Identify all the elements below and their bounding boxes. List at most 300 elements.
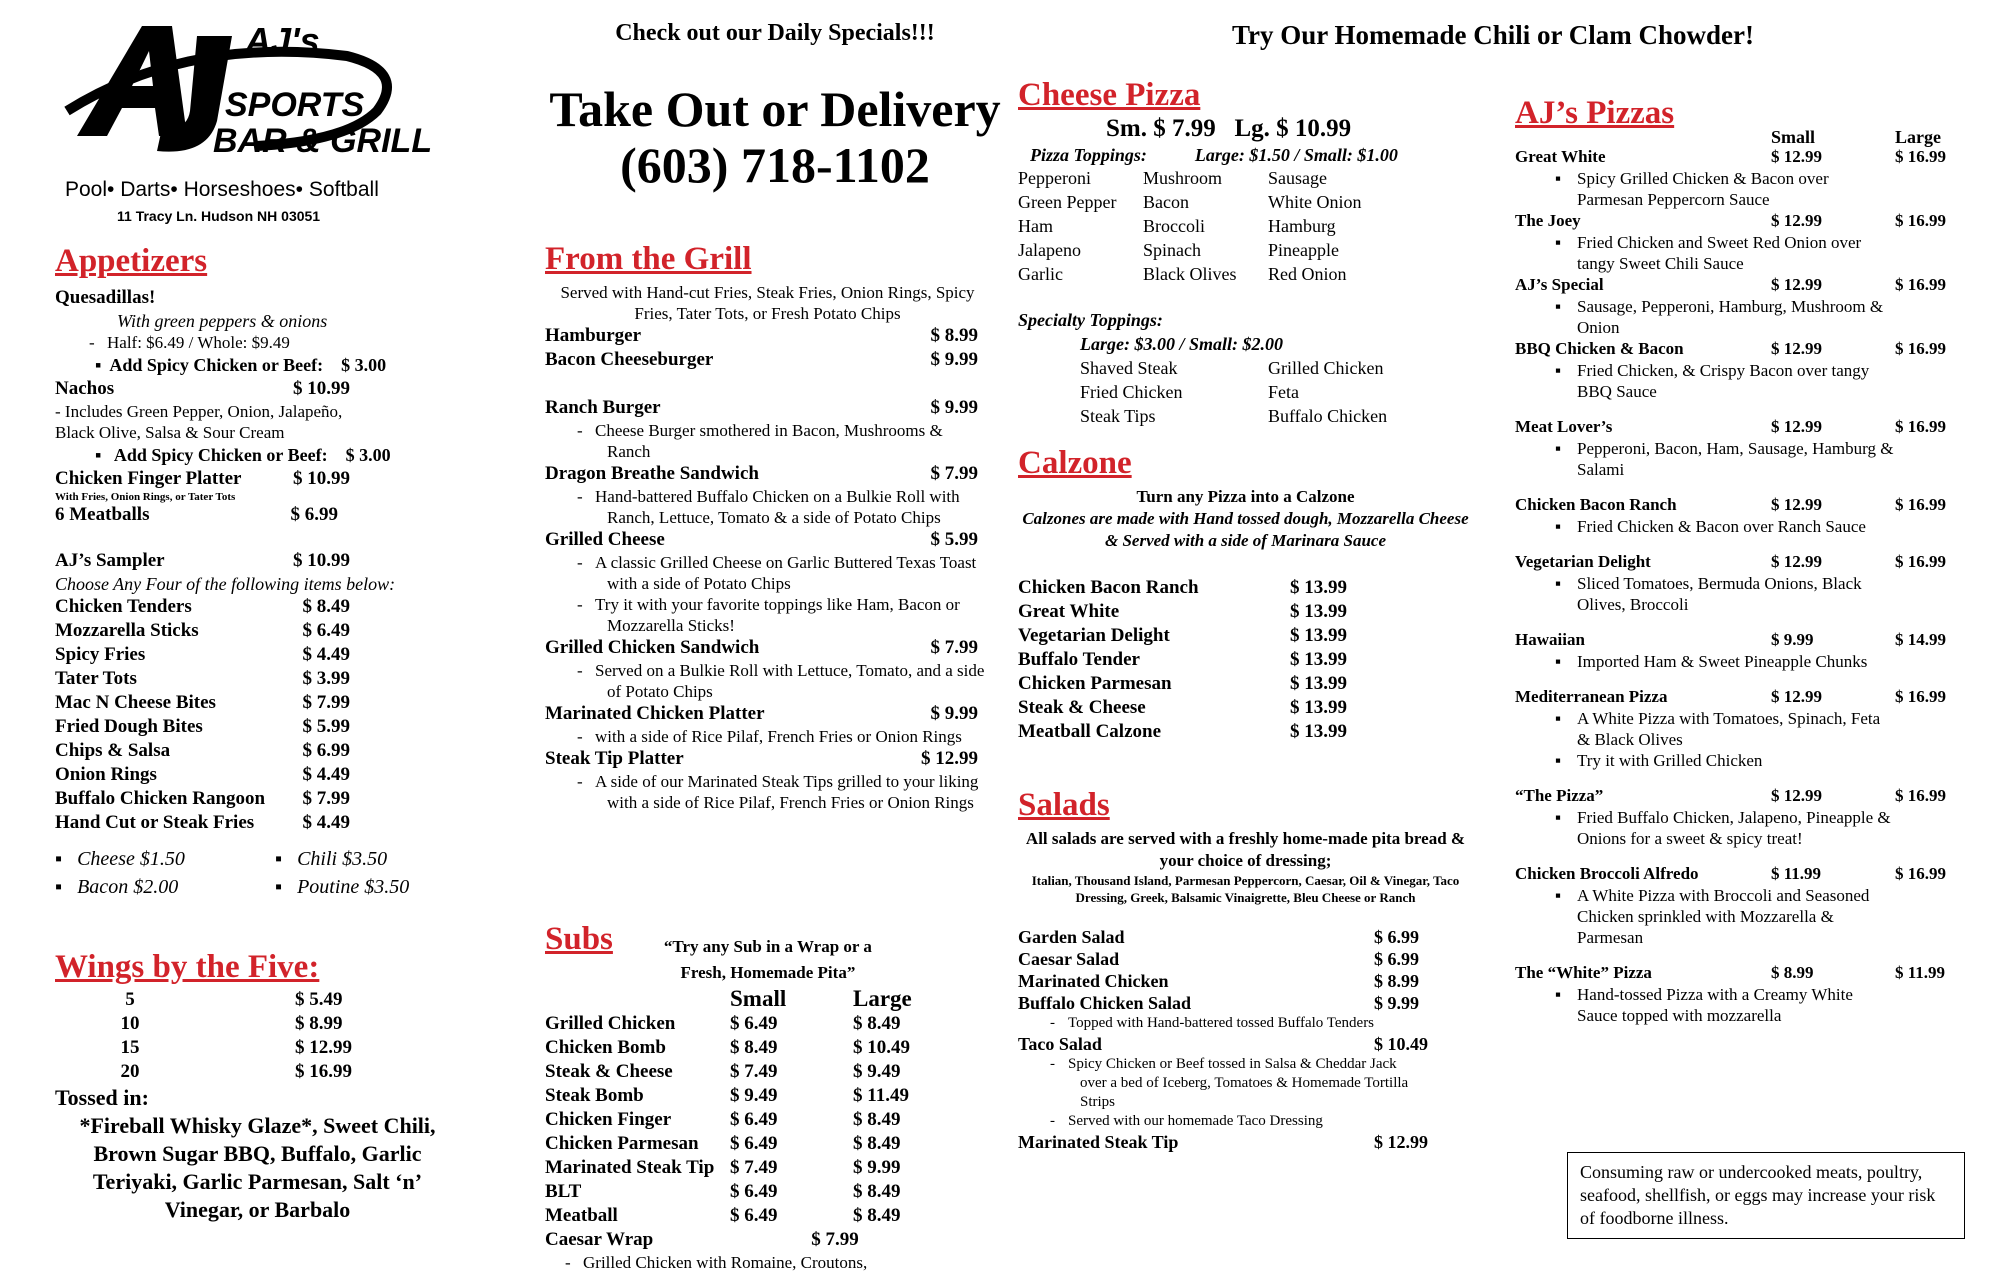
extra-item: ▪ Chili $3.50	[275, 848, 388, 870]
grill-item-price: $ 8.99	[930, 325, 978, 346]
grill-item-desc: - A classic Grilled Cheese on Garlic Buttered Texas Toast with a side of Potato Chips	[545, 552, 990, 594]
sampler-item-name: Chicken Tenders	[55, 596, 192, 617]
cheese-pizza-sizes: Sm. $ 7.99 Lg. $ 10.99	[1106, 115, 1352, 142]
grill-item-desc: - Hand-battered Buffalo Chicken on a Bulkie Roll with Ranch, Lettuce, Tomato & a side of Potato Chips	[545, 486, 990, 528]
subs-note: “Try any Sub in a Wrap or a Fresh, Homemade Pita”	[663, 937, 872, 982]
calzone-name: Meatball Calzone	[1018, 721, 1162, 742]
wings-section	[55, 948, 460, 1224]
logo-initials: AJ's	[245, 20, 320, 61]
aj-pizza-large: $ 16.99	[1895, 864, 1946, 883]
add-chicken-row-2: ▪ Add Spicy Chicken or Beef: $ 3.00	[95, 445, 391, 465]
grill-item-name: Dragon Breathe Sandwich	[545, 463, 759, 484]
calzone-line-1: Turn any Pizza into a Calzone	[1136, 487, 1355, 506]
sampler-item	[55, 715, 450, 739]
sampler-items	[55, 595, 450, 835]
sampler-item-name: Mac N Cheese Bites	[55, 692, 216, 713]
topping-item: Ham	[1018, 216, 1053, 236]
sub-large: $ 8.49	[853, 1109, 901, 1130]
calzone-item	[1018, 720, 1473, 744]
grill-item-price: $ 7.99	[930, 637, 978, 658]
aj-pizza-desc: ▪ Spicy Grilled Chicken & Bacon over Parmesan Peppercorn Sauce	[1515, 168, 1897, 210]
sub-item	[545, 1084, 990, 1108]
grill-item-price: $ 5.99	[930, 529, 978, 550]
aj-pizza-item	[1515, 146, 1960, 168]
topping-item: Bacon	[1143, 192, 1189, 212]
logo-tagline: Pool• Darts• Horseshoes• Softball	[65, 178, 379, 201]
sub-small: $ 7.49	[730, 1157, 778, 1178]
aj-pizza-item	[1515, 629, 1960, 651]
wing-price: $ 16.99	[295, 1061, 352, 1082]
grill-item	[545, 528, 990, 552]
cheese-pizza-section	[1018, 76, 1473, 428]
sampler-item-price: $ 4.49	[302, 644, 350, 665]
aj-pizza-small: $ 9.99	[1771, 630, 1814, 649]
sub-item	[545, 1180, 990, 1204]
calzone-items	[1018, 576, 1473, 744]
topping-item: Black Olives	[1143, 264, 1237, 284]
grill-item-desc: - Try it with your favorite toppings like Ham, Bacon or Mozzarella Sticks!	[545, 594, 990, 636]
sampler-item-price: $ 3.99	[302, 668, 350, 689]
nachos-desc: - Includes Green Pepper, Onion, Jalapeño, Black Olive, Salsa & Sour Cream	[55, 402, 343, 442]
salad-item	[1018, 992, 1473, 1014]
aj-pizza-name: The Joey	[1515, 211, 1581, 230]
aj-pizza-desc: ▪ Hand-tossed Pizza with a Creamy White Sauce topped with mozzarella	[1515, 984, 1897, 1026]
topping-item: White Onion	[1268, 192, 1362, 212]
aj-pizza-large: $ 14.99	[1895, 630, 1946, 649]
sub-large: $ 10.49	[853, 1037, 910, 1058]
grill-item-price: $ 7.99	[930, 463, 978, 484]
sub-small: $ 9.49	[730, 1085, 778, 1106]
chili-banner: Try Our Homemade Chili or Clam Chowder!	[1232, 20, 1754, 50]
subs-title: Subs	[545, 921, 613, 957]
spacer	[1515, 672, 1960, 686]
aj-pizza-name: BBQ Chicken & Bacon	[1515, 339, 1684, 358]
salad-name: Buffalo Chicken Salad	[1018, 993, 1192, 1013]
quesadillas-desc: With green peppers & onions	[117, 311, 328, 331]
spacer	[1515, 480, 1960, 494]
logo-line-1: SPORTS	[225, 86, 365, 124]
topping-item: Green Pepper	[1018, 192, 1117, 212]
sampler-item-name: Spicy Fries	[55, 644, 146, 665]
specialty-grid	[1018, 356, 1473, 428]
wing-row	[55, 988, 460, 1012]
sub-large: $ 9.99	[853, 1157, 901, 1178]
salad-name: Marinated Chicken	[1018, 971, 1169, 991]
calzone-item	[1018, 624, 1473, 648]
salad-price: $ 12.99	[1374, 1132, 1428, 1152]
aj-pizza-small: $ 11.99	[1771, 864, 1822, 883]
appetizers-section	[55, 242, 450, 901]
sampler-item-name: Chips & Salsa	[55, 740, 171, 761]
toppings-grid	[1018, 166, 1473, 286]
sampler-item-price: $ 4.49	[302, 812, 350, 833]
sub-items	[545, 1012, 990, 1228]
salad-desc: - Served with our homemade Taco Dressing	[1018, 1112, 1420, 1131]
salad-price: $ 9.99	[1374, 993, 1419, 1013]
subs-size-header: Small Large	[730, 986, 912, 1011]
aj-pizza-large: $ 16.99	[1895, 552, 1946, 571]
sub-large: $ 8.49	[853, 1205, 901, 1226]
topping-row	[1018, 238, 1473, 262]
sub-name: Steak Bomb	[545, 1085, 644, 1106]
grill-item	[545, 747, 990, 771]
aj-pizza-small: $ 12.99	[1771, 211, 1822, 230]
topping-item: Broccoli	[1143, 216, 1205, 236]
salad-item	[1018, 926, 1473, 948]
aj-pizza-name: Meat Lover’s	[1515, 417, 1613, 436]
meatballs-row: 6 Meatballs $ 6.99	[55, 504, 338, 525]
sampler-item	[55, 595, 450, 619]
sampler-item	[55, 763, 450, 787]
quesadillas-price: - Half: $6.49 / Whole: $9.49	[55, 332, 450, 353]
salad-price: $ 10.49	[1374, 1034, 1428, 1054]
aj-pizza-desc: ▪ Fried Buffalo Chicken, Jalapeno, Pineapple & Onions for a sweet & spicy treat!	[1515, 807, 1897, 849]
salad-desc: - Spicy Chicken or Beef tossed in Salsa & Cheddar Jack over a bed of Iceberg, Tomatoes & Homemade Tortilla Strips	[1018, 1055, 1420, 1112]
wing-sauces: *Fireball Whisky Glaze*, Sweet Chili, Brown Sugar BBQ, Buffalo, Garlic Teriyaki, Garlic Parmesan, Salt ‘n’ Vinegar, or Barbalo	[79, 1113, 436, 1222]
sub-large: $ 9.49	[853, 1061, 901, 1082]
wing-row	[55, 1036, 460, 1060]
salad-item	[1018, 1033, 1473, 1055]
grill-item-name: Hamburger	[545, 325, 642, 346]
aj-pizza-name: Great White	[1515, 147, 1606, 166]
sampler-item	[55, 691, 450, 715]
aj-pizza-item	[1515, 338, 1960, 360]
grill-item-name: Grilled Cheese	[545, 529, 665, 550]
sampler-item	[55, 739, 450, 763]
salads-dressings: Italian, Thousand Island, Parmesan Peppercorn, Caesar, Oil & Vinegar, Taco Dressing, Greek, Balsamic Vinaigrette, Bleu Cheese or Ranch	[1031, 873, 1460, 905]
sub-small: $ 8.49	[730, 1037, 778, 1058]
aj-pizza-item	[1515, 274, 1960, 296]
aj-pizza-small: $ 8.99	[1771, 963, 1814, 982]
topping-item: Pineapple	[1268, 240, 1339, 260]
grill-items	[545, 324, 990, 813]
sampler-item-name: Mozzarella Sticks	[55, 620, 199, 641]
aj-pizza-large: $ 11.99	[1895, 963, 1946, 982]
salads-intro: All salads are served with a freshly home-made pita bread & your choice of dressing;	[1025, 829, 1466, 870]
sampler-item-price: $ 4.49	[302, 764, 350, 785]
aj-pizza-small: $ 12.99	[1771, 786, 1822, 805]
sub-name: Meatball	[545, 1205, 618, 1226]
specialty-label: Specialty Toppings:	[1018, 310, 1163, 330]
sub-small: $ 6.49	[730, 1109, 778, 1130]
grill-item-price: $ 9.99	[930, 349, 978, 370]
calzone-item	[1018, 600, 1473, 624]
sampler-note: Choose Any Four of the following items below:	[55, 574, 396, 594]
aj-pizza-item	[1515, 494, 1960, 516]
aj-pizza-desc: ▪ A White Pizza with Broccoli and Seasoned Chicken sprinkled with Mozzarella & Parmesan	[1515, 885, 1897, 948]
calzone-name: Buffalo Tender	[1018, 649, 1140, 670]
sub-large: $ 11.49	[853, 1085, 909, 1106]
calzone-price: $ 13.99	[1290, 601, 1347, 622]
topping-item: Spinach	[1143, 240, 1201, 260]
daily-specials: Check out our Daily Specials!!!	[615, 20, 935, 46]
grill-item-name: Ranch Burger	[545, 397, 661, 418]
sub-name: Chicken Finger	[545, 1109, 672, 1130]
aj-pizzas-size-header: Small Large	[1771, 127, 1941, 147]
sampler-item	[55, 787, 450, 811]
extras-grid	[55, 845, 450, 901]
calzone-price: $ 13.99	[1290, 721, 1347, 742]
aj-pizza-large: $ 16.99	[1895, 786, 1946, 805]
aj-pizza-item	[1515, 210, 1960, 232]
topping-item: Garlic	[1018, 264, 1063, 284]
calzone-line-2: Calzones are made with Hand tossed dough, Mozzarella Cheese & Served with a side of Marinara Sauce	[1022, 509, 1469, 550]
aj-pizza-large: $ 16.99	[1895, 211, 1946, 230]
aj-pizza-large: $ 16.99	[1895, 339, 1946, 358]
calzone-section	[1018, 444, 1473, 744]
calzone-price: $ 13.99	[1290, 577, 1347, 598]
aj-pizza-large: $ 16.99	[1895, 687, 1946, 706]
aj-pizza-small: $ 12.99	[1771, 417, 1822, 436]
aj-pizza-name: Mediterranean Pizza	[1515, 687, 1668, 706]
column-1	[55, 0, 465, 1222]
specialty-item: Shaved Steak	[1080, 358, 1178, 378]
sub-name: Steak & Cheese	[545, 1061, 673, 1082]
grill-item-price: $ 9.99	[930, 397, 978, 418]
grill-item-price: $ 12.99	[921, 748, 978, 769]
grill-item	[545, 702, 990, 726]
spacer	[1515, 849, 1960, 863]
aj-pizza-name: Vegetarian Delight	[1515, 552, 1651, 571]
extra-item: ▪ Poutine $3.50	[275, 876, 410, 898]
aj-pizza-large: $ 16.99	[1895, 147, 1946, 166]
aj-pizza-large: $ 16.99	[1895, 275, 1946, 294]
aj-pizza-name: Chicken Broccoli Alfredo	[1515, 864, 1699, 883]
topping-item: Hamburg	[1268, 216, 1336, 236]
extra-item: ▪ Bacon $2.00	[55, 876, 179, 898]
aj-pizza-desc: ▪ Sliced Tomatoes, Bermuda Onions, Black Olives, Broccoli	[1515, 573, 1897, 615]
sampler-item-price: $ 7.99	[302, 692, 350, 713]
sampler-item	[55, 619, 450, 643]
aj-pizza-desc: ▪ Fried Chicken & Bacon over Ranch Sauce	[1515, 516, 1897, 537]
sampler-item-name: Buffalo Chicken Rangoon	[55, 788, 266, 809]
calzone-price: $ 13.99	[1290, 649, 1347, 670]
aj-pizza-item	[1515, 863, 1960, 885]
grill-item	[545, 636, 990, 660]
aj-pizza-small: $ 12.99	[1771, 339, 1822, 358]
aj-pizza-small: $ 12.99	[1771, 147, 1822, 166]
sub-small: $ 6.49	[730, 1205, 778, 1226]
grill-item-name: Grilled Chicken Sandwich	[545, 637, 760, 658]
specialty-item: Buffalo Chicken	[1268, 406, 1388, 426]
sub-large: $ 8.49	[853, 1181, 901, 1202]
logo	[55, 0, 465, 228]
aj-pizza-name: The “White” Pizza	[1515, 963, 1652, 982]
calzone-price: $ 13.99	[1290, 673, 1347, 694]
sub-small: $ 6.49	[730, 1133, 778, 1154]
grill-item-name: Marinated Chicken Platter	[545, 703, 765, 724]
sub-small: $ 6.49	[730, 1013, 778, 1034]
sub-name: Chicken Bomb	[545, 1037, 666, 1058]
wing-qty: 5	[125, 989, 135, 1010]
grill-intro: Served with Hand-cut Fries, Steak Fries, Onion Rings, Spicy Fries, Tater Tots, or Fresh Potato Chips	[560, 283, 975, 323]
salad-name: Garden Salad	[1018, 927, 1125, 947]
aj-pizza-small: $ 12.99	[1771, 275, 1822, 294]
salad-desc: - Topped with Hand-battered tossed Buffalo Tenders	[1018, 1014, 1420, 1033]
salads-title: Salads	[1018, 787, 1110, 823]
sampler-item-name: Onion Rings	[55, 764, 157, 785]
specialty-row	[1018, 356, 1473, 380]
grill-item-desc: - with a side of Rice Pilaf, French Fries or Onion Rings	[545, 726, 990, 747]
sub-item	[545, 1204, 990, 1228]
calzone-item	[1018, 672, 1473, 696]
logo-address: 11 Tracy Ln. Hudson NH 03051	[117, 208, 321, 224]
calzone-price: $ 13.99	[1290, 625, 1347, 646]
calzone-item	[1018, 696, 1473, 720]
spacer	[545, 372, 990, 396]
salads-section	[1018, 786, 1473, 1153]
aj-pizza-item	[1515, 416, 1960, 438]
wing-price: $ 8.99	[295, 1013, 343, 1034]
sampler-item-price: $ 8.49	[302, 596, 350, 617]
salad-name: Marinated Steak Tip	[1018, 1132, 1179, 1152]
calzone-title: Calzone	[1018, 445, 1132, 481]
sub-name: Grilled Chicken	[545, 1013, 676, 1034]
topping-item: Sausage	[1268, 168, 1327, 188]
sub-item	[545, 1132, 990, 1156]
wing-row	[55, 1060, 460, 1084]
grill-item	[545, 462, 990, 486]
grill-item-price: $ 9.99	[930, 703, 978, 724]
specialty-price: Large: $3.00 / Small: $2.00	[1080, 334, 1283, 354]
specialty-row	[1018, 404, 1473, 428]
topping-row	[1018, 190, 1473, 214]
sampler-item-name: Hand Cut or Steak Fries	[55, 812, 255, 833]
salad-price: $ 6.99	[1374, 949, 1419, 969]
aj-pizza-desc: ▪ Imported Ham & Sweet Pineapple Chunks	[1515, 651, 1897, 672]
caesar-wrap-desc: - Grilled Chicken with Romaine, Croutons,	[545, 1252, 990, 1273]
aj-pizza-desc: ▪ Pepperoni, Bacon, Ham, Sausage, Hamburg & Salami	[1515, 438, 1897, 480]
sub-name: Chicken Parmesan	[545, 1133, 699, 1154]
sampler-item-price: $ 5.99	[302, 716, 350, 737]
grill-item-desc: - Served on a Bulkie Roll with Lettuce, Tomato, and a side of Potato Chips	[545, 660, 990, 702]
sampler-item	[55, 667, 450, 691]
wing-qty: 20	[120, 1061, 140, 1082]
specialty-item: Feta	[1268, 382, 1299, 402]
spacer	[1515, 402, 1960, 416]
aj-pizza-item	[1515, 962, 1960, 984]
sampler-item-price: $ 6.49	[302, 620, 350, 641]
food-warning-box: Consuming raw or undercooked meats, poultry, seafood, shellfish, or eggs may increase your risk of foodborne illness.	[1567, 1152, 1965, 1239]
salad-item	[1018, 1131, 1473, 1153]
sub-item	[545, 1156, 990, 1180]
sampler-item	[55, 811, 450, 835]
salad-items	[1018, 926, 1473, 1153]
topping-item: Pepperoni	[1018, 168, 1091, 188]
spacer	[1515, 948, 1960, 962]
logo-line-2: BAR & GRILL	[213, 122, 433, 160]
sub-large: $ 8.49	[853, 1133, 901, 1154]
quesadillas-label: Quesadillas!	[55, 287, 156, 308]
sampler-item	[55, 643, 450, 667]
calzone-name: Chicken Parmesan	[1018, 673, 1172, 694]
grill-item	[545, 348, 990, 372]
spacer	[1515, 615, 1960, 629]
topping-row	[1018, 214, 1473, 238]
sampler-item-name: Fried Dough Bites	[55, 716, 203, 737]
sub-name: BLT	[545, 1181, 582, 1202]
nachos-row: Nachos $ 10.99	[55, 378, 350, 399]
topping-row	[1018, 166, 1473, 190]
wing-price: $ 12.99	[295, 1037, 352, 1058]
aj-pizza-items	[1515, 146, 1960, 1026]
salad-item	[1018, 970, 1473, 992]
aj-pizza-small: $ 12.99	[1771, 687, 1822, 706]
sub-name: Marinated Steak Tip	[545, 1157, 715, 1178]
sampler-item-price: $ 6.99	[302, 740, 350, 761]
sub-item	[545, 1036, 990, 1060]
aj-pizza-name: Chicken Bacon Ranch	[1515, 495, 1677, 514]
calzone-name: Chicken Bacon Ranch	[1018, 577, 1199, 598]
aj-pizza-item	[1515, 551, 1960, 573]
calzone-name: Vegetarian Delight	[1018, 625, 1170, 646]
specialty-item: Grilled Chicken	[1268, 358, 1384, 378]
topping-row	[1018, 262, 1473, 286]
salad-price: $ 6.99	[1374, 927, 1419, 947]
grill-item-name: Bacon Cheeseburger	[545, 349, 714, 370]
chicken-finger-note: With Fries, Onion Rings, or Tater Tots	[55, 491, 236, 503]
calzone-item	[1018, 576, 1473, 600]
aj-pizza-desc: ▪ Fried Chicken and Sweet Red Onion over tangy Sweet Chili Sauce	[1515, 232, 1897, 274]
aj-pizza-desc: ▪ Fried Chicken, & Crispy Bacon over tangy BBQ Sauce	[1515, 360, 1897, 402]
sub-small: $ 7.49	[730, 1061, 778, 1082]
caesar-wrap-row: Caesar Wrap $ 7.99	[545, 1229, 859, 1250]
specialty-row	[1018, 380, 1473, 404]
take-out-title: Take Out or Delivery	[549, 81, 1001, 137]
aj-pizzas-section	[1515, 94, 1960, 1026]
spacer	[1515, 537, 1960, 551]
grill-title: From the Grill	[545, 241, 752, 277]
salad-name: Taco Salad	[1018, 1034, 1102, 1054]
aj-pizza-small: $ 12.99	[1771, 552, 1822, 571]
aj-pizza-item	[1515, 785, 1960, 807]
wing-qty: 15	[120, 1037, 140, 1058]
phone-number: (603) 718-1102	[620, 137, 930, 193]
appetizers-title: Appetizers	[55, 243, 208, 279]
pizza-toppings-header: Pizza Toppings: Large: $1.50 / Small: $1.00	[1030, 145, 1398, 165]
sampler-item-name: Tater Tots	[55, 668, 137, 689]
wing-price: $ 5.49	[295, 989, 343, 1010]
grill-item-desc: - A side of our Marinated Steak Tips grilled to your liking with a side of Rice Pilaf, French Fries or Onion Rings	[545, 771, 990, 813]
specialty-item: Fried Chicken	[1080, 382, 1183, 402]
sub-item	[545, 1012, 990, 1036]
salad-item	[1018, 948, 1473, 970]
wing-rows	[55, 988, 460, 1084]
topping-item: Red Onion	[1268, 264, 1347, 284]
calzone-name: Steak & Cheese	[1018, 697, 1146, 718]
wing-row	[55, 1012, 460, 1036]
sampler-row: AJ’s Sampler $ 10.99	[55, 550, 350, 571]
aj-pizza-large: $ 16.99	[1895, 495, 1946, 514]
topping-item: Mushroom	[1143, 168, 1223, 188]
add-chicken-row: ▪ Add Spicy Chicken or Beef: $ 3.00	[95, 355, 387, 375]
grill-section	[545, 240, 990, 813]
grill-item-name: Steak Tip Platter	[545, 748, 684, 769]
aj-pizza-name: “The Pizza”	[1515, 786, 1604, 805]
aj-pizza-desc: ▪ Try it with Grilled Chicken	[1515, 750, 1897, 771]
calzone-item	[1018, 648, 1473, 672]
chicken-finger-row: Chicken Finger Platter $ 10.99	[55, 468, 350, 489]
aj-pizza-desc: ▪ A White Pizza with Tomatoes, Spinach, Feta & Black Olives	[1515, 708, 1897, 750]
cheese-pizza-title: Cheese Pizza	[1018, 77, 1201, 113]
grill-item-desc: - Cheese Burger smothered in Bacon, Mushrooms & Ranch	[545, 420, 990, 462]
grill-item	[545, 396, 990, 420]
wings-title: Wings by the Five:	[55, 949, 320, 985]
aj-pizza-name: AJ’s Special	[1515, 275, 1604, 294]
calzone-price: $ 13.99	[1290, 697, 1347, 718]
aj-pizza-item	[1515, 686, 1960, 708]
sampler-item-price: $ 7.99	[302, 788, 350, 809]
